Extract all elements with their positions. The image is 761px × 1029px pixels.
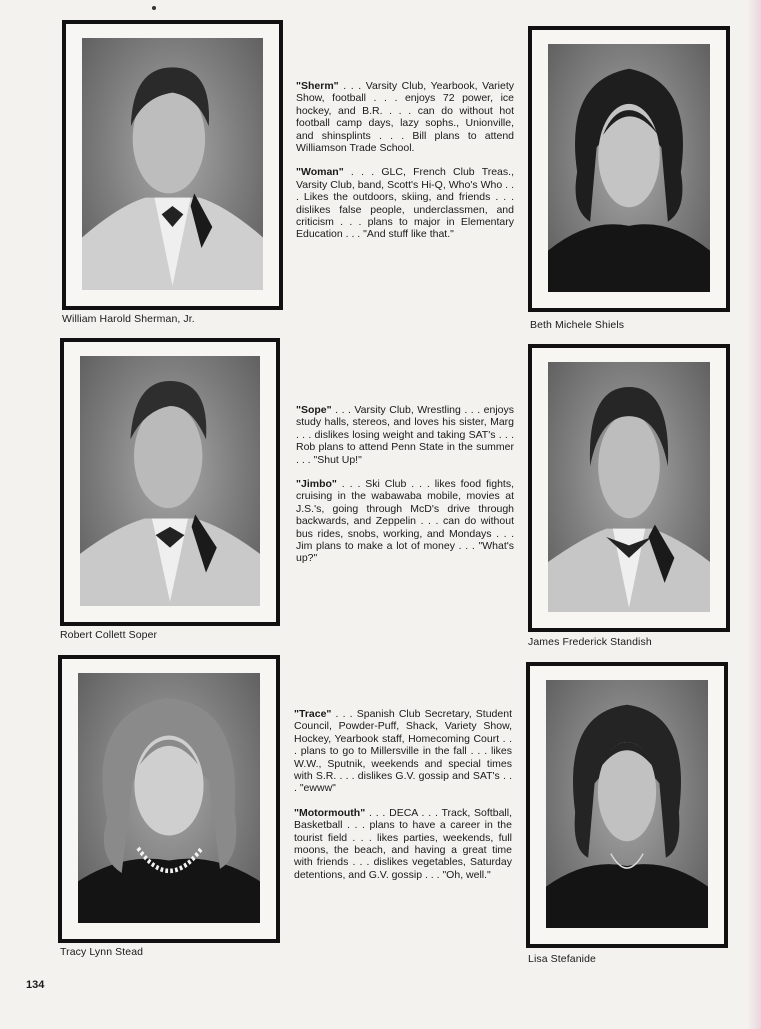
student-photo-3 — [60, 338, 280, 626]
student-nickname-1: "Sherm" — [296, 80, 339, 92]
student-nickname-3: "Sope" — [296, 404, 332, 416]
student-bio-1 — [296, 80, 514, 154]
student-bio-text-2: . . . GLC, French Club Treas., Varsity Club, band, Scott's Hi-Q, Who's Who . . . Likes the outdoors, skiing, and friends . . . dislikes false people, underclassmen, and criticism . . . plans to major in Elementary Education . . . "And stuff like that." — [296, 166, 514, 241]
student-bio-text-1: . . . Varsity Club, Yearbook, Variety Show, football . . . enjoys 72 power, ice hockey, and B.R. . . . can do without hot football camp days, lazy sophs., Unionville, and shinsplints . . . Bill plans to attend Williamson Trade School. — [296, 80, 514, 155]
student-bio-5 — [294, 708, 512, 795]
student-bio-4 — [296, 478, 514, 565]
student-bio-text-4: . . . Ski Club . . . likes food fights, cruising in the wabawaba mobile, movies at J.S.'s, going through McD's drive through backwards, and Zeppelin . . . can do without bus rides, snobs, working, and Mondays . . . Jim plans to make a lot of money . . . "What's up?" — [296, 478, 514, 565]
student-photo-4 — [528, 344, 730, 632]
portrait-image — [546, 680, 708, 928]
student-bio-block-3 — [294, 708, 512, 893]
portrait-image — [548, 44, 710, 292]
page-number: 134 — [26, 979, 45, 991]
print-speck — [152, 6, 156, 10]
student-photo-6 — [526, 662, 728, 948]
student-nickname-4: "Jimbo" — [296, 478, 337, 491]
student-bio-2 — [296, 166, 514, 240]
student-nickname-2: "Woman" — [296, 166, 344, 179]
student-nickname-6: "Motormouth" — [294, 806, 366, 819]
portrait-image — [548, 362, 710, 612]
student-name-6: Lisa Stefanide — [528, 953, 596, 965]
student-photo-1 — [62, 20, 283, 310]
student-nickname-5: "Trace" — [294, 708, 332, 720]
student-bio-text-3: . . . Varsity Club, Wrestling . . . enjoys study halls, stereos, and loves his sister, Marg . . . dislikes losing weight and taking SAT's . . . Rob plans to attend Penn State in the summer . . . "Shut Up!" — [296, 404, 514, 466]
portrait-image — [78, 673, 260, 923]
student-bio-block-1 — [296, 80, 514, 253]
student-photo-2 — [528, 26, 730, 312]
student-photo-5 — [58, 655, 280, 943]
student-bio-text-5: . . . Spanish Club Secretary, Student Council, Powder-Puff, Shack, Variety Show, Hockey, Yearbook staff, Homecoming Court . . . plans to go to Millersville in the fall . . . likes W.W., Sputnik, weekends and special times with S.R. . . . dislikes G.V. gossip and SAT's . . . "ewww" — [294, 708, 512, 795]
student-name-2: Beth Michele Shiels — [530, 319, 625, 331]
page-edge — [747, 0, 761, 1029]
student-bio-3 — [296, 404, 514, 466]
student-bio-text-6: . . . DECA . . . Track, Softball, Basketball . . . plans to have a career in the tourist field . . . likes parties, weekends, full moons, the beach, and having a great time with friends . . . dislikes vegetables, Saturday detentions, and G.V. gossip . . . "Oh, well." — [294, 806, 512, 881]
portrait-image — [82, 38, 263, 290]
student-name-1: William Harold Sherman, Jr. — [62, 313, 195, 325]
student-name-4: James Frederick Standish — [528, 636, 652, 648]
student-name-5: Tracy Lynn Stead — [60, 946, 144, 958]
student-bio-block-2 — [296, 404, 514, 577]
student-bio-6 — [294, 807, 512, 881]
portrait-image — [80, 356, 260, 606]
student-name-3: Robert Collett Soper — [60, 629, 158, 641]
